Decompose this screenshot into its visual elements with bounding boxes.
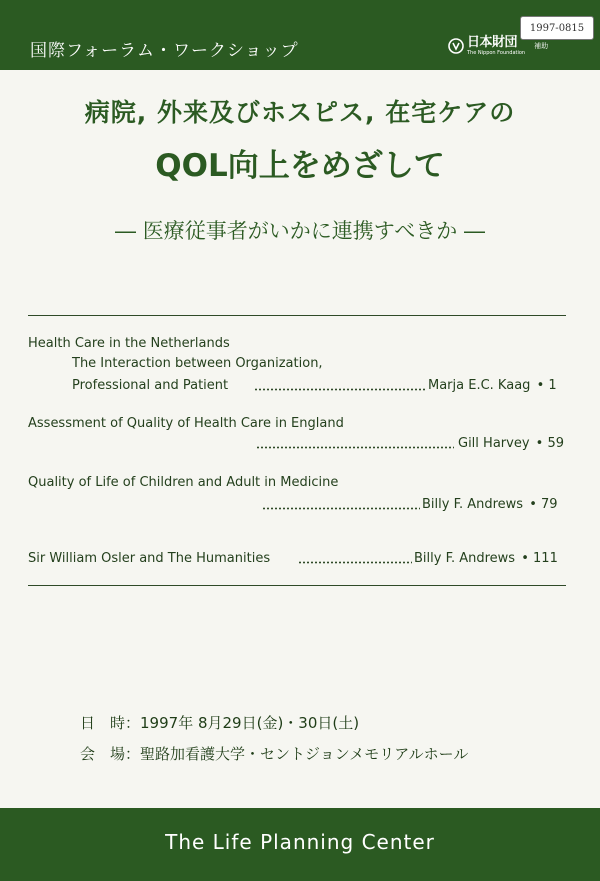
subtitle: ― 医療従事者がいかに連携すべきか ― <box>115 219 485 243</box>
publisher-name: The Life Planning Center <box>165 830 435 854</box>
toc-leader-dots <box>298 561 412 564</box>
toc-entry-2-author-line <box>458 436 564 451</box>
main-title-line-2: QOL向上をめざして <box>155 148 445 184</box>
toc-leader-dots <box>262 507 420 510</box>
toc-entry-1-title-line-3: Professional and Patient <box>72 378 229 393</box>
toc-leader-dots <box>256 446 454 449</box>
document-code-stamp: 1997-0815 <box>520 16 594 40</box>
main-title-line-1: 病院, 外来及びホスピス, 在宅ケアの <box>84 98 516 127</box>
toc-entry-2-title: Assessment of Quality of Health Care in England <box>28 416 344 431</box>
divider-bottom <box>28 585 566 586</box>
foundation-logo-icon <box>448 38 464 54</box>
toc-entry-4-page: • 111 <box>521 551 558 566</box>
event-venue-label: 会 場： <box>80 745 141 763</box>
toc-entry-4-author: Billy F. Andrews <box>414 551 516 566</box>
toc-entry-4-title: Sir William Osler and The Humanities <box>28 551 271 566</box>
toc-entry-1-author: Marja E.C. Kaag <box>428 378 531 393</box>
toc-entry-3-title: Quality of Life of Children and Adult in Medicine <box>28 475 339 490</box>
foundation-english-name: The Nippon Foundation <box>467 50 526 56</box>
toc-entry-2-author: Gill Harvey <box>458 436 530 451</box>
toc-entry-1-title-line-2: The Interaction between Organization, <box>72 356 323 371</box>
event-date-label: 日 時： <box>80 714 141 732</box>
event-date-value: 1997年 8月29日(金)・30日(土) <box>140 714 360 732</box>
toc-entry-4-author-line <box>414 551 558 566</box>
toc-entry-2-page: • 59 <box>535 436 564 451</box>
foundation-name: 日本財団 <box>467 35 518 50</box>
toc-leader-dots <box>254 388 426 391</box>
toc-entry-3-author: Billy F. Andrews <box>422 497 524 512</box>
toc-entry-1-author-line <box>428 378 557 393</box>
event-venue-value: 聖路加看護大学・セントジョンメモリアルホール <box>140 745 469 763</box>
event-venue-line <box>80 743 468 764</box>
divider-top <box>28 315 566 316</box>
toc-entry-1-title-line-1: Health Care in the Netherlands <box>28 336 230 351</box>
foundation-support-label: 補助 <box>534 42 549 50</box>
event-date-line <box>80 712 359 733</box>
series-title: 国際フォーラム・ワークショップ <box>30 41 299 61</box>
toc-entry-3-page: • 79 <box>529 497 558 512</box>
toc-entry-1-page: • 1 <box>536 378 557 393</box>
toc-entry-3-author-line <box>422 497 558 512</box>
